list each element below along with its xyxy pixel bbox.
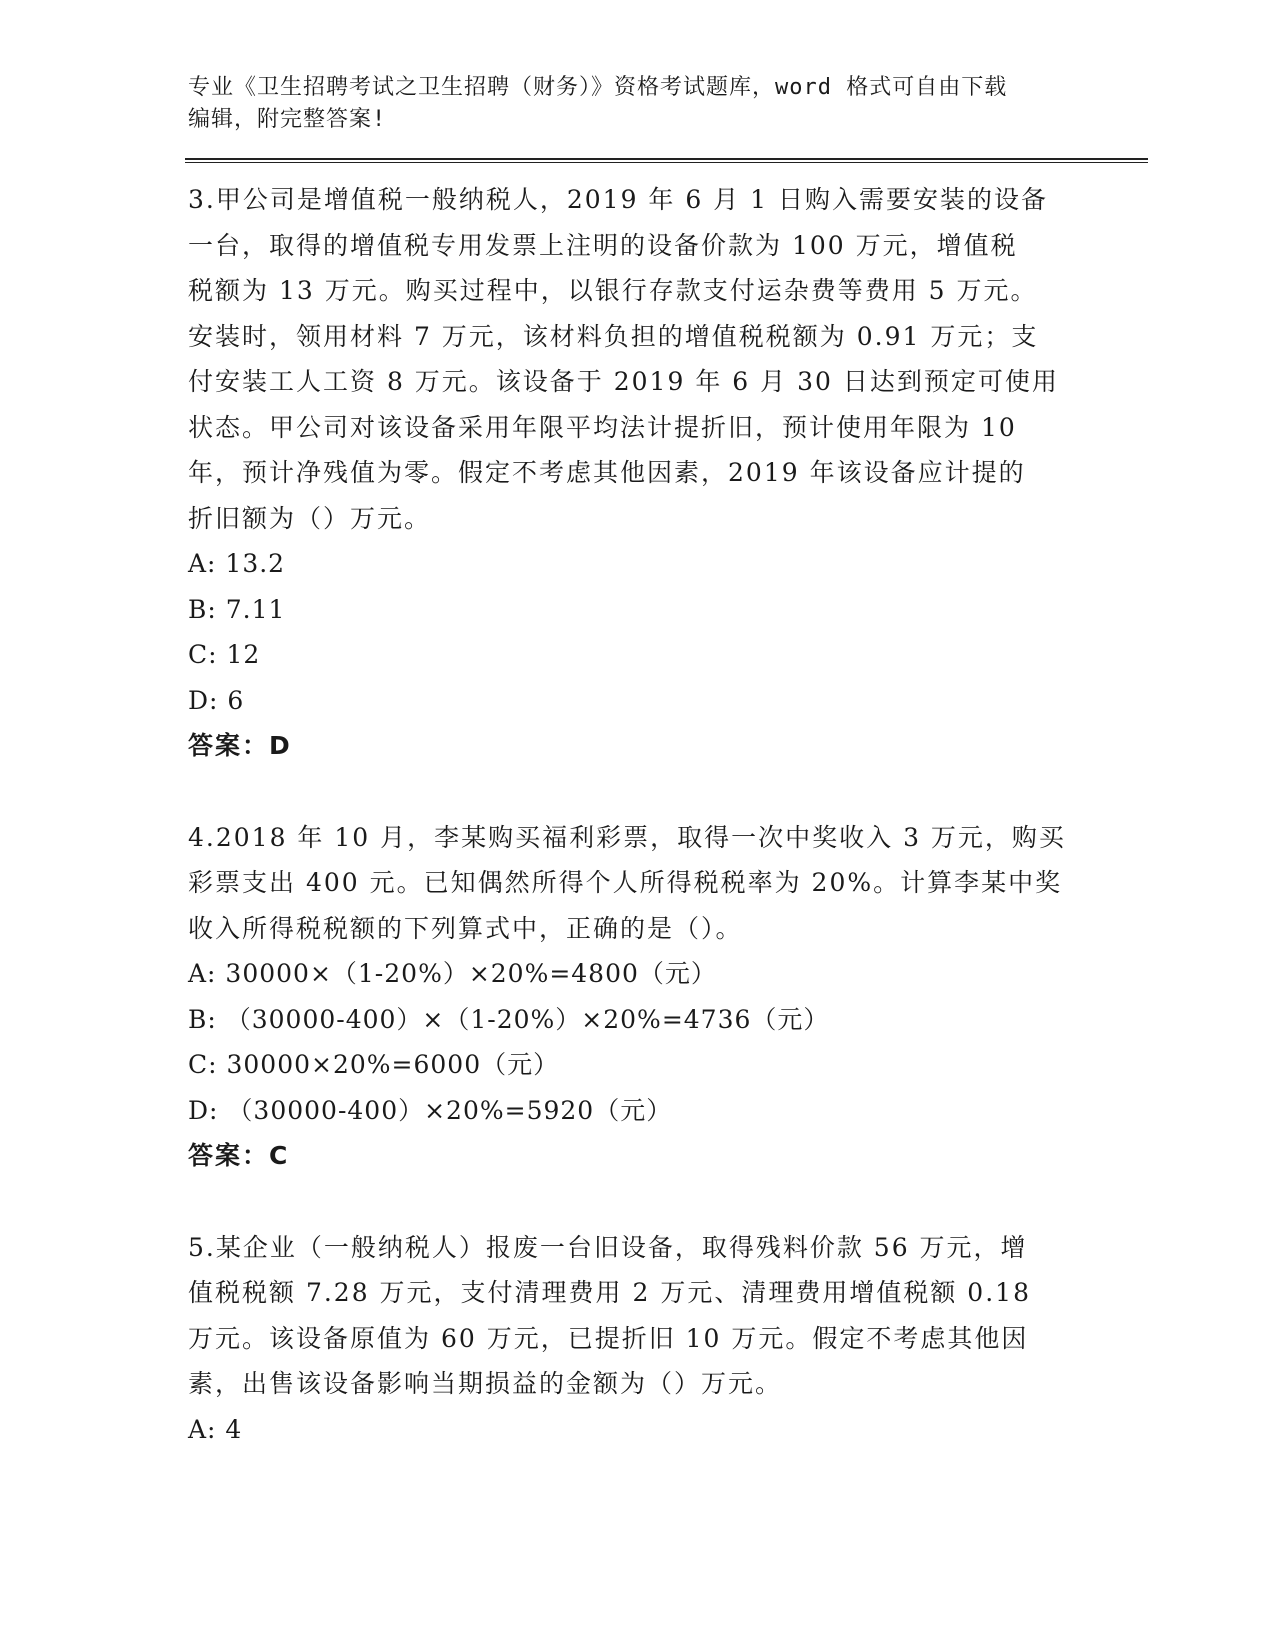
option-b: B: 7.11: [188, 594, 286, 624]
question-stem-line: 4.2018 年 10 月，李某购买福利彩票，取得一次中奖收入 3 万元，购买: [188, 822, 1066, 852]
question-stem-line: 折旧额为（）万元。: [188, 503, 432, 533]
question-stem-line: 安装时，领用材料 7 万元，该材料负担的增值税税额为 0.91 万元；支: [188, 321, 1039, 351]
question-stem-line: 状态。甲公司对该设备采用年限平均法计提折旧，预计使用年限为 10: [188, 412, 1017, 442]
question-stem-line: 彩票支出 400 元。已知偶然所得个人所得税税率为 20%。计算李某中奖: [188, 868, 1063, 897]
question-stem-line: 值税税额 7.28 万元，支付清理费用 2 万元、清理费用增值税额 0.18: [188, 1278, 1031, 1307]
option-a: A: 30000×（1-20%）×20%=4800（元）: [188, 959, 717, 988]
question-stem-line: 万元。该设备原值为 60 万元，已提折旧 10 万元。假定不考虑其他因: [188, 1323, 1029, 1353]
header-line-1: 专业《卫生招聘考试之卫生招聘（财务）》资格考试题库，word 格式可自由下载: [188, 75, 1008, 100]
option-d: D: （30000-400）×20%=5920（元）: [188, 1095, 673, 1125]
header-divider: [185, 158, 1148, 163]
question-stem-line: 3.甲公司是增值税一般纳税人，2019 年 6 月 1 日购入需要安装的设备: [188, 185, 1049, 214]
option-c: C: 30000×20%=6000（元）: [188, 1050, 560, 1079]
question-4: [188, 815, 1088, 1179]
question-stem-line: 税额为 13 万元。购买过程中，以银行存款支付运杂费等费用 5 万元。: [188, 276, 1038, 305]
header-line-2: 编辑，附完整答案!: [188, 107, 387, 132]
option-d: D: 6: [188, 685, 245, 715]
question-stem-line: 一台，取得的增值税专用发票上注明的设备价款为 100 万元，增值税: [188, 230, 1018, 260]
document-page: [188, 72, 1088, 1452]
question-3: [188, 177, 1088, 769]
question-gap: [188, 769, 1088, 815]
question-stem-line: 收入所得税税额的下列算式中，正确的是（）。: [188, 913, 743, 943]
question-gap: [188, 1179, 1088, 1225]
question-stem-line: 付安装工人工资 8 万元。该设备于 2019 年 6 月 30 日达到预定可使用: [188, 367, 1059, 396]
option-a: A: 4: [188, 1414, 243, 1444]
question-stem-line: 年，预计净残值为零。假定不考虑其他因素，2019 年该设备应计提的: [188, 458, 1026, 487]
question-stem-line: 素，出售该设备影响当期损益的金额为（）万元。: [188, 1369, 783, 1398]
answer-label: 答案：D: [188, 731, 292, 760]
option-b: B: （30000-400）×（1-20%）×20%=4736（元）: [188, 1004, 830, 1034]
answer-label: 答案：C: [188, 1141, 290, 1170]
option-c: C: 12: [188, 640, 261, 669]
option-a: A: 13.2: [188, 549, 286, 578]
question-stem-line: 5.某企业（一般纳税人）报废一台旧设备，取得残料价款 56 万元，增: [188, 1232, 1028, 1262]
question-5: [188, 1225, 1088, 1453]
document-header: [188, 72, 1088, 136]
